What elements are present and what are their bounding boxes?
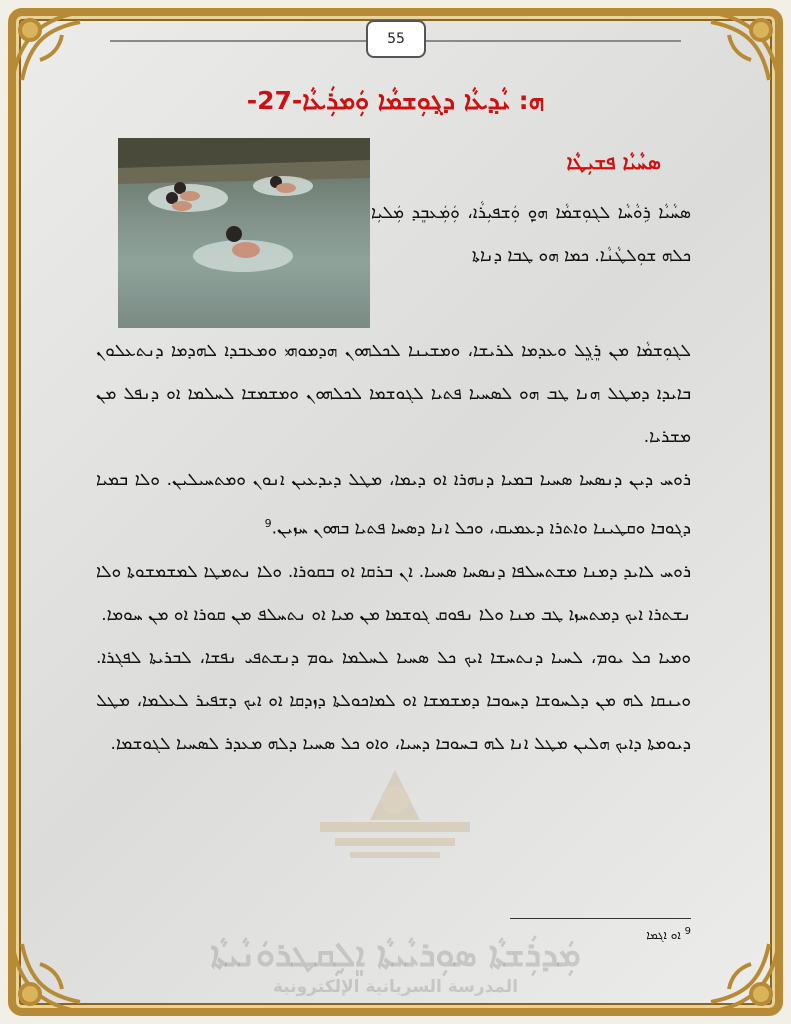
paragraph: ܪܘܚ ܠܐܝܕ ܕܡܢܐ ܡܫܬܚܠܦܐ ܕܢܣܚܐ ܣܚܝܐ. ܐܢ ܒܪܩܐ ܐܘ ܒܩܘܪܐ. ܘܠܐ ܢܬܡܛܐ ܠܡܫܡܫܘܬܐ ܘܠܐ ܢܫܬܪܐ ܐܝܟ ܕܡܬܚܙܐ ܛܒ ܡܢܐ ܘܠܐ ܢܦܘܩ ܓܘܫܡܐ ܡܢ ܡܝܐ ܐܘ ܢܬܚܠܦ ܡܢ ܩܘܪܐ ܐܘ ܡܢ ܚܘܡܐ. [96,561,691,625]
paragraph-text: ܪܘܚ ܕܝܢ ܕܢܣܚܐ ܣܚܝܐ ܒܡܝܐ ܕܢܗܪܐ ܐܘ ܕܝܡܐ، ܡܛܠ ܕܝܕܥܝܢ ܐܢܘܢ ܘܡܬܚܝܠܝܢ. ܘܠܐ ܒܡܝܐ ܕܓܘܒܐ ܘܩܛܝܢܐ ܘܐܬܪܐ ܕܥܡܝܩ، ܘܟܠ ܐܢܐ ܕܣܚܐ ܦܬܝܐ ܒܗܘܢ ܚܙܝܢ. [96,470,691,539]
paragraph: ܠܓܘܼܫܡܵܐ ܡܢ ܪܸܓܸܠ ܘܥܕܡܐ ܠܪܝܫܐ، ܘܡܫܝܢܐ ܠܟܠܗܘܢ ܗܕܡܘܗܝ ܘܡܥܒܕܐ ܠܗܕܡܐ ܕܢܬܥܠܘܢ ܒܐܝܕܐ ܕܡܛܠ ܗܢܐ ܛܒ ܗܘ ܠܣܚܝܐ ܦܬܝܐ ܠܓܘܫܡܐ ܠܟܠܗܘܢ ܘܡܫܡܫܐ ܠܚܠܡܐ ܐܘ ܕܢܦܠ ܡܢ ܡܫܪܝܐ. [96,341,691,447]
body-text [96,330,691,766]
watermark-arabic: المدرسة السريانية الإلكترونية [272,977,519,997]
ornament-corner-top-right [671,0,791,120]
intro-paragraph: ܣܚܵܝܵܐ ܪܹܘܵܚܵܐ ܠܓܘܼܫܡܵܐ ܗ̱ܘܼ ܘܲܫܦܝܼܪܵܐ، ܘܲܡܲܥܒܸܕ ܡܲܠܝܼܐ ܟܠܗ ܫܘܼܠܛܵܢܵܐ. ܟܡܐ ܗܘ ܛܒܐ ܕܢܐܬܐ [371,203,691,266]
school-logo-watermark [300,760,490,910]
lesson-title: ܗ: ܝܵܕ݂ܥܵܐ ܕܓ݂ܘܼܫܡܵܐ ܘܲܡܪܲܥܵܐ-27- [246,86,545,115]
school-watermark [0,935,791,997]
ornament-corner-top-left [0,0,120,120]
footnote-text: ܐܘ ܐܓܡܐ [646,928,681,942]
page-number: 55 [366,20,426,58]
paragraph [96,459,691,551]
footnote-rule [510,918,691,919]
footnote-marker: 9 [684,926,691,937]
watermark-syriac: ܡܲܕܪܲܫܬܵܐ ܣܘܼܪܝܵܝܬܵܐ ܐܸܠܹܩܛܪܘܿܢܵܝܬܵܐ [210,935,581,975]
paragraph: ܘܡܝܐ ܟܠ ܝܘܡ، ܠܚܝܐ ܕܢܬܚܫܐ ܐܝܟ ܟܠ ܣܚܝܐ ܠܚܠܡܐ ܝܘܡ ܕܢܫܬܦܝ ܢܦܫܐ، ܠܒܪܝܬܐ ܠܦܓܪܐ. ܘܝܢܩܐ ܠܗ ܡܢ ܕܠܚܘܫܐ ܕܚܘܒܐ ܕܡܫܡܫܐ ܐܘ ܠܡܐܟܘܠܬܐ ܕܙܕܩܐ ܐܘ ܐܝܟ ܕܫܦܝܪ ܠܥܠܡܐ، ܡܛܠ ܕܝܘܡܬܐ ܕܐܝܟ ܗܠܝܢ ܡܛܠ ܐܢܐ ܠܗ ܒܚܘܒܐ ܕܚܝܐ، ܘܐܘ ܟܠ ܣܚܝܐ ܕܠܗ ܡܥܕܪ ܠܣܚܝܐ ܠܓܘܫܡܐ. [96,647,691,754]
swimming-photo-illustration [118,138,370,328]
section-subtitle: ܣܚܵܝܵܐ ܦܫܝܼܛܵܐ [566,150,661,174]
footnote-ref[interactable]: 9 [264,517,272,530]
swimming-photo [118,138,370,328]
